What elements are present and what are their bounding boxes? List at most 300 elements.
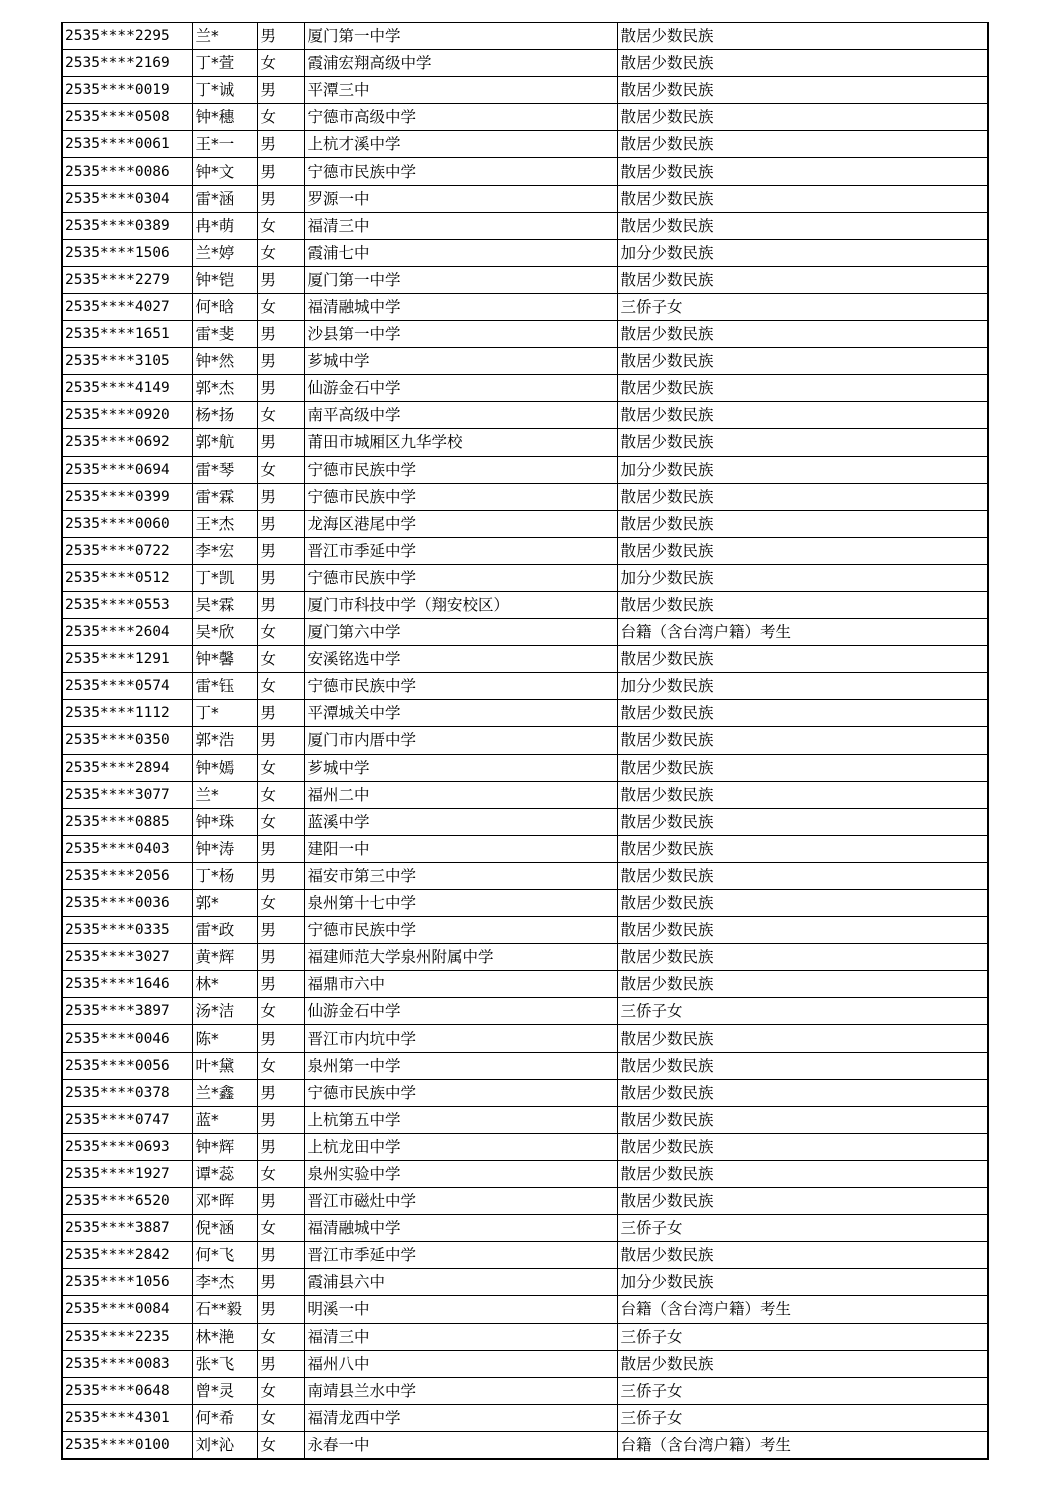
table-row: [62, 619, 988, 646]
cell-id: 2535****1927: [62, 1160, 192, 1187]
cell-category: 台籍（含台湾户籍）考生: [617, 1296, 988, 1323]
table-row: [62, 646, 988, 673]
cell-name: 兰*鑫: [192, 1079, 257, 1106]
cell-school: 福鼎市六中: [304, 971, 617, 998]
cell-id: 2535****0693: [62, 1133, 192, 1160]
table-row: [62, 429, 988, 456]
cell-gender: 女: [257, 673, 304, 700]
cell-name: 雷*钰: [192, 673, 257, 700]
cell-gender: 男: [257, 1242, 304, 1269]
cell-id: 2535****0920: [62, 402, 192, 429]
cell-gender: 男: [257, 537, 304, 564]
cell-name: 钟*铠: [192, 266, 257, 293]
table-row: [62, 1133, 988, 1160]
cell-id: 2535****2056: [62, 862, 192, 889]
cell-gender: 男: [257, 1350, 304, 1377]
cell-school: 上杭龙田中学: [304, 1133, 617, 1160]
cell-school: 厦门第六中学: [304, 619, 617, 646]
cell-school: 宁德市民族中学: [304, 483, 617, 510]
cell-school: 福安市第三中学: [304, 862, 617, 889]
cell-name: 王*杰: [192, 510, 257, 537]
cell-id: 2535****4149: [62, 375, 192, 402]
cell-gender: 男: [257, 944, 304, 971]
cell-school: 龙海区港尾中学: [304, 510, 617, 537]
cell-id: 2535****2842: [62, 1242, 192, 1269]
cell-gender: 男: [257, 1106, 304, 1133]
cell-school: 厦门市内厝中学: [304, 727, 617, 754]
cell-name: 丁*凯: [192, 564, 257, 591]
cell-school: 宁德市高级中学: [304, 104, 617, 131]
cell-category: 散居少数民族: [617, 1079, 988, 1106]
table-row: [62, 835, 988, 862]
cell-category: 散居少数民族: [617, 185, 988, 212]
table-row: [62, 348, 988, 375]
table-row: [62, 131, 988, 158]
cell-id: 2535****0335: [62, 917, 192, 944]
cell-school: 南平高级中学: [304, 402, 617, 429]
cell-gender: 男: [257, 1296, 304, 1323]
cell-name: 郭*航: [192, 429, 257, 456]
table-row: [62, 23, 988, 50]
cell-id: 2535****0574: [62, 673, 192, 700]
cell-category: 散居少数民族: [617, 537, 988, 564]
cell-id: 2535****0885: [62, 808, 192, 835]
cell-gender: 男: [257, 727, 304, 754]
cell-school: 晋江市季延中学: [304, 537, 617, 564]
cell-id: 2535****0060: [62, 510, 192, 537]
cell-name: 林*: [192, 971, 257, 998]
cell-name: 倪*涵: [192, 1215, 257, 1242]
cell-category: 台籍（含台湾户籍）考生: [617, 619, 988, 646]
cell-gender: 女: [257, 239, 304, 266]
table-row: [62, 158, 988, 185]
cell-school: 福州二中: [304, 781, 617, 808]
cell-category: 散居少数民族: [617, 1025, 988, 1052]
cell-gender: 男: [257, 375, 304, 402]
cell-gender: 男: [257, 971, 304, 998]
cell-category: 加分少数民族: [617, 564, 988, 591]
table-row: [62, 1242, 988, 1269]
cell-name: 何*晗: [192, 293, 257, 320]
cell-id: 2535****3027: [62, 944, 192, 971]
cell-name: 吴*霖: [192, 591, 257, 618]
cell-school: 福清龙西中学: [304, 1404, 617, 1431]
table-row: [62, 321, 988, 348]
cell-name: 雷*霖: [192, 483, 257, 510]
cell-school: 厦门市科技中学（翔安校区）: [304, 591, 617, 618]
table-row: [62, 1188, 988, 1215]
cell-gender: 女: [257, 1052, 304, 1079]
cell-name: 林*滟: [192, 1323, 257, 1350]
cell-school: 仙游金石中学: [304, 375, 617, 402]
cell-name: 丁*萱: [192, 50, 257, 77]
table-row: [62, 1160, 988, 1187]
cell-name: 雷*琴: [192, 456, 257, 483]
cell-name: 郭*浩: [192, 727, 257, 754]
cell-gender: 男: [257, 1133, 304, 1160]
cell-name: 钟*涛: [192, 835, 257, 862]
table-row: [62, 375, 988, 402]
cell-category: 台籍（含台湾户籍）考生: [617, 1431, 988, 1459]
cell-category: 散居少数民族: [617, 1160, 988, 1187]
cell-category: 散居少数民族: [617, 917, 988, 944]
cell-category: 散居少数民族: [617, 862, 988, 889]
cell-school: 泉州第十七中学: [304, 890, 617, 917]
cell-id: 2535****0553: [62, 591, 192, 618]
cell-category: 散居少数民族: [617, 510, 988, 537]
cell-name: 兰*: [192, 781, 257, 808]
cell-name: 钟*然: [192, 348, 257, 375]
cell-id: 2535****0692: [62, 429, 192, 456]
table-row: [62, 483, 988, 510]
table-row: [62, 293, 988, 320]
table-row: [62, 591, 988, 618]
cell-category: 散居少数民族: [617, 212, 988, 239]
cell-name: 李*杰: [192, 1269, 257, 1296]
cell-category: 加分少数民族: [617, 456, 988, 483]
cell-school: 永春一中: [304, 1431, 617, 1459]
table-row: [62, 239, 988, 266]
cell-gender: 女: [257, 293, 304, 320]
cell-name: 谭*蕊: [192, 1160, 257, 1187]
table-row: [62, 1431, 988, 1459]
cell-category: 散居少数民族: [617, 1052, 988, 1079]
table-row: [62, 781, 988, 808]
cell-school: 芗城中学: [304, 754, 617, 781]
cell-gender: 男: [257, 1188, 304, 1215]
table-row: [62, 537, 988, 564]
cell-school: 霞浦县六中: [304, 1269, 617, 1296]
cell-name: 丁*: [192, 700, 257, 727]
cell-name: 丁*杨: [192, 862, 257, 889]
cell-id: 2535****0378: [62, 1079, 192, 1106]
cell-category: 散居少数民族: [617, 375, 988, 402]
cell-school: 沙县第一中学: [304, 321, 617, 348]
cell-school: 宁德市民族中学: [304, 564, 617, 591]
cell-id: 2535****0304: [62, 185, 192, 212]
table-row: [62, 998, 988, 1025]
cell-category: 散居少数民族: [617, 1106, 988, 1133]
cell-school: 宁德市民族中学: [304, 1079, 617, 1106]
cell-category: 加分少数民族: [617, 239, 988, 266]
cell-category: 散居少数民族: [617, 158, 988, 185]
cell-id: 2535****1056: [62, 1269, 192, 1296]
cell-id: 2535****3887: [62, 1215, 192, 1242]
cell-gender: 男: [257, 158, 304, 185]
cell-name: 郭*: [192, 890, 257, 917]
cell-name: 邓*晖: [192, 1188, 257, 1215]
cell-category: 散居少数民族: [617, 402, 988, 429]
cell-school: 霞浦宏翔高级中学: [304, 50, 617, 77]
cell-school: 南靖县兰水中学: [304, 1377, 617, 1404]
cell-school: 厦门第一中学: [304, 23, 617, 50]
table-row: [62, 890, 988, 917]
cell-name: 钟*珠: [192, 808, 257, 835]
cell-name: 雷*斐: [192, 321, 257, 348]
cell-gender: 男: [257, 862, 304, 889]
cell-category: 三侨子女: [617, 998, 988, 1025]
cell-school: 宁德市民族中学: [304, 917, 617, 944]
cell-id: 2535****0512: [62, 564, 192, 591]
table-row: [62, 212, 988, 239]
cell-id: 2535****1646: [62, 971, 192, 998]
cell-id: 2535****2894: [62, 754, 192, 781]
cell-name: 钟*穗: [192, 104, 257, 131]
cell-school: 仙游金石中学: [304, 998, 617, 1025]
cell-name: 汤*洁: [192, 998, 257, 1025]
cell-id: 2535****0086: [62, 158, 192, 185]
cell-gender: 男: [257, 1269, 304, 1296]
cell-school: 晋江市内坑中学: [304, 1025, 617, 1052]
cell-id: 2535****2604: [62, 619, 192, 646]
cell-gender: 女: [257, 754, 304, 781]
cell-gender: 女: [257, 1404, 304, 1431]
cell-gender: 女: [257, 1160, 304, 1187]
cell-school: 上杭第五中学: [304, 1106, 617, 1133]
cell-id: 2535****2295: [62, 23, 192, 50]
table-row: [62, 1106, 988, 1133]
table-row: [62, 1269, 988, 1296]
table-row: [62, 50, 988, 77]
cell-id: 2535****1506: [62, 239, 192, 266]
cell-school: 厦门第一中学: [304, 266, 617, 293]
cell-gender: 男: [257, 835, 304, 862]
cell-school: 上杭才溪中学: [304, 131, 617, 158]
cell-school: 福建师范大学泉州附属中学: [304, 944, 617, 971]
cell-category: 散居少数民族: [617, 1188, 988, 1215]
cell-id: 2535****0403: [62, 835, 192, 862]
table-row: [62, 456, 988, 483]
cell-name: 郭*杰: [192, 375, 257, 402]
cell-id: 2535****3897: [62, 998, 192, 1025]
cell-school: 宁德市民族中学: [304, 456, 617, 483]
table-row: [62, 77, 988, 104]
cell-gender: 女: [257, 1377, 304, 1404]
cell-category: 散居少数民族: [617, 727, 988, 754]
cell-gender: 男: [257, 510, 304, 537]
cell-gender: 男: [257, 131, 304, 158]
cell-gender: 男: [257, 1079, 304, 1106]
candidate-table-body: [62, 23, 988, 1459]
table-row: [62, 402, 988, 429]
cell-name: 陈*: [192, 1025, 257, 1052]
cell-gender: 女: [257, 1431, 304, 1459]
cell-school: 福清三中: [304, 212, 617, 239]
cell-name: 钟*文: [192, 158, 257, 185]
table-row: [62, 564, 988, 591]
cell-name: 曾*灵: [192, 1377, 257, 1404]
cell-gender: 男: [257, 321, 304, 348]
cell-id: 2535****0019: [62, 77, 192, 104]
cell-category: 散居少数民族: [617, 131, 988, 158]
cell-id: 2535****1651: [62, 321, 192, 348]
cell-school: 莆田市城厢区九华学校: [304, 429, 617, 456]
table-row: [62, 862, 988, 889]
cell-gender: 男: [257, 1025, 304, 1052]
cell-id: 2535****0722: [62, 537, 192, 564]
table-row: [62, 917, 988, 944]
cell-gender: 男: [257, 23, 304, 50]
cell-gender: 女: [257, 646, 304, 673]
cell-name: 张*飞: [192, 1350, 257, 1377]
cell-gender: 女: [257, 1215, 304, 1242]
table-row: [62, 1377, 988, 1404]
cell-name: 钟*嫣: [192, 754, 257, 781]
cell-school: 晋江市磁灶中学: [304, 1188, 617, 1215]
cell-gender: 女: [257, 50, 304, 77]
cell-name: 冉*萌: [192, 212, 257, 239]
table-row: [62, 944, 988, 971]
cell-school: 芗城中学: [304, 348, 617, 375]
table-row: [62, 1404, 988, 1431]
cell-category: 散居少数民族: [617, 971, 988, 998]
cell-id: 2535****1112: [62, 700, 192, 727]
cell-school: 泉州第一中学: [304, 1052, 617, 1079]
cell-gender: 男: [257, 917, 304, 944]
cell-school: 晋江市季延中学: [304, 1242, 617, 1269]
cell-school: 霞浦七中: [304, 239, 617, 266]
cell-gender: 女: [257, 104, 304, 131]
cell-category: 散居少数民族: [617, 104, 988, 131]
cell-name: 何*飞: [192, 1242, 257, 1269]
cell-name: 吴*欣: [192, 619, 257, 646]
cell-name: 蓝*: [192, 1106, 257, 1133]
cell-category: 三侨子女: [617, 1377, 988, 1404]
cell-name: 兰*婷: [192, 239, 257, 266]
cell-id: 2535****0061: [62, 131, 192, 158]
table-row: [62, 1079, 988, 1106]
table-row: [62, 1323, 988, 1350]
cell-gender: 女: [257, 890, 304, 917]
cell-category: 三侨子女: [617, 1323, 988, 1350]
candidate-table: [61, 22, 989, 1460]
cell-category: 散居少数民族: [617, 781, 988, 808]
cell-name: 李*宏: [192, 537, 257, 564]
cell-id: 2535****0399: [62, 483, 192, 510]
cell-gender: 男: [257, 483, 304, 510]
cell-id: 2535****2169: [62, 50, 192, 77]
cell-gender: 女: [257, 402, 304, 429]
cell-category: 三侨子女: [617, 293, 988, 320]
table-row: [62, 1025, 988, 1052]
cell-id: 2535****2235: [62, 1323, 192, 1350]
table-row: [62, 1296, 988, 1323]
cell-category: 散居少数民族: [617, 1350, 988, 1377]
cell-id: 2535****0350: [62, 727, 192, 754]
cell-name: 钟*馨: [192, 646, 257, 673]
cell-school: 宁德市民族中学: [304, 158, 617, 185]
cell-category: 散居少数民族: [617, 321, 988, 348]
cell-name: 雷*政: [192, 917, 257, 944]
cell-school: 福清三中: [304, 1323, 617, 1350]
table-row: [62, 104, 988, 131]
table-row: [62, 1052, 988, 1079]
cell-name: 何*希: [192, 1404, 257, 1431]
cell-gender: 男: [257, 77, 304, 104]
cell-category: 加分少数民族: [617, 1269, 988, 1296]
cell-name: 钟*辉: [192, 1133, 257, 1160]
cell-category: 散居少数民族: [617, 944, 988, 971]
cell-school: 蓝溪中学: [304, 808, 617, 835]
cell-id: 2535****0083: [62, 1350, 192, 1377]
cell-school: 福清融城中学: [304, 1215, 617, 1242]
cell-category: 散居少数民族: [617, 646, 988, 673]
cell-school: 福州八中: [304, 1350, 617, 1377]
cell-category: 散居少数民族: [617, 754, 988, 781]
cell-id: 2535****0046: [62, 1025, 192, 1052]
cell-id: 2535****0694: [62, 456, 192, 483]
cell-name: 兰*: [192, 23, 257, 50]
cell-school: 明溪一中: [304, 1296, 617, 1323]
cell-id: 2535****0084: [62, 1296, 192, 1323]
cell-category: 散居少数民族: [617, 77, 988, 104]
cell-category: 散居少数民族: [617, 483, 988, 510]
cell-gender: 女: [257, 781, 304, 808]
table-row: [62, 1215, 988, 1242]
table-row: [62, 185, 988, 212]
cell-name: 雷*涵: [192, 185, 257, 212]
cell-id: 2535****0100: [62, 1431, 192, 1459]
cell-id: 2535****2279: [62, 266, 192, 293]
table-row: [62, 510, 988, 537]
cell-category: 散居少数民族: [617, 835, 988, 862]
cell-category: 散居少数民族: [617, 890, 988, 917]
table-row: [62, 971, 988, 998]
cell-school: 建阳一中: [304, 835, 617, 862]
cell-id: 2535****0508: [62, 104, 192, 131]
cell-gender: 女: [257, 212, 304, 239]
table-row: [62, 700, 988, 727]
cell-category: 散居少数民族: [617, 1133, 988, 1160]
cell-category: 散居少数民族: [617, 50, 988, 77]
cell-name: 丁*诚: [192, 77, 257, 104]
cell-category: 三侨子女: [617, 1404, 988, 1431]
cell-gender: 男: [257, 348, 304, 375]
cell-gender: 女: [257, 808, 304, 835]
cell-category: 散居少数民族: [617, 429, 988, 456]
table-row: [62, 1350, 988, 1377]
cell-gender: 男: [257, 429, 304, 456]
table-row: [62, 266, 988, 293]
cell-gender: 女: [257, 998, 304, 1025]
cell-category: 散居少数民族: [617, 700, 988, 727]
cell-category: 散居少数民族: [617, 591, 988, 618]
cell-gender: 男: [257, 700, 304, 727]
cell-id: 2535****4027: [62, 293, 192, 320]
cell-category: 散居少数民族: [617, 808, 988, 835]
cell-name: 杨*扬: [192, 402, 257, 429]
cell-id: 2535****3105: [62, 348, 192, 375]
cell-category: 散居少数民族: [617, 266, 988, 293]
cell-school: 罗源一中: [304, 185, 617, 212]
cell-category: 三侨子女: [617, 1215, 988, 1242]
cell-id: 2535****0747: [62, 1106, 192, 1133]
cell-name: 王*一: [192, 131, 257, 158]
cell-name: 叶*黛: [192, 1052, 257, 1079]
cell-category: 散居少数民族: [617, 1242, 988, 1269]
cell-id: 2535****4301: [62, 1404, 192, 1431]
cell-id: 2535****0056: [62, 1052, 192, 1079]
cell-category: 散居少数民族: [617, 348, 988, 375]
cell-gender: 男: [257, 564, 304, 591]
cell-id: 2535****6520: [62, 1188, 192, 1215]
cell-school: 泉州实验中学: [304, 1160, 617, 1187]
cell-id: 2535****0036: [62, 890, 192, 917]
cell-gender: 男: [257, 185, 304, 212]
cell-school: 宁德市民族中学: [304, 673, 617, 700]
cell-id: 2535****1291: [62, 646, 192, 673]
cell-category: 散居少数民族: [617, 23, 988, 50]
